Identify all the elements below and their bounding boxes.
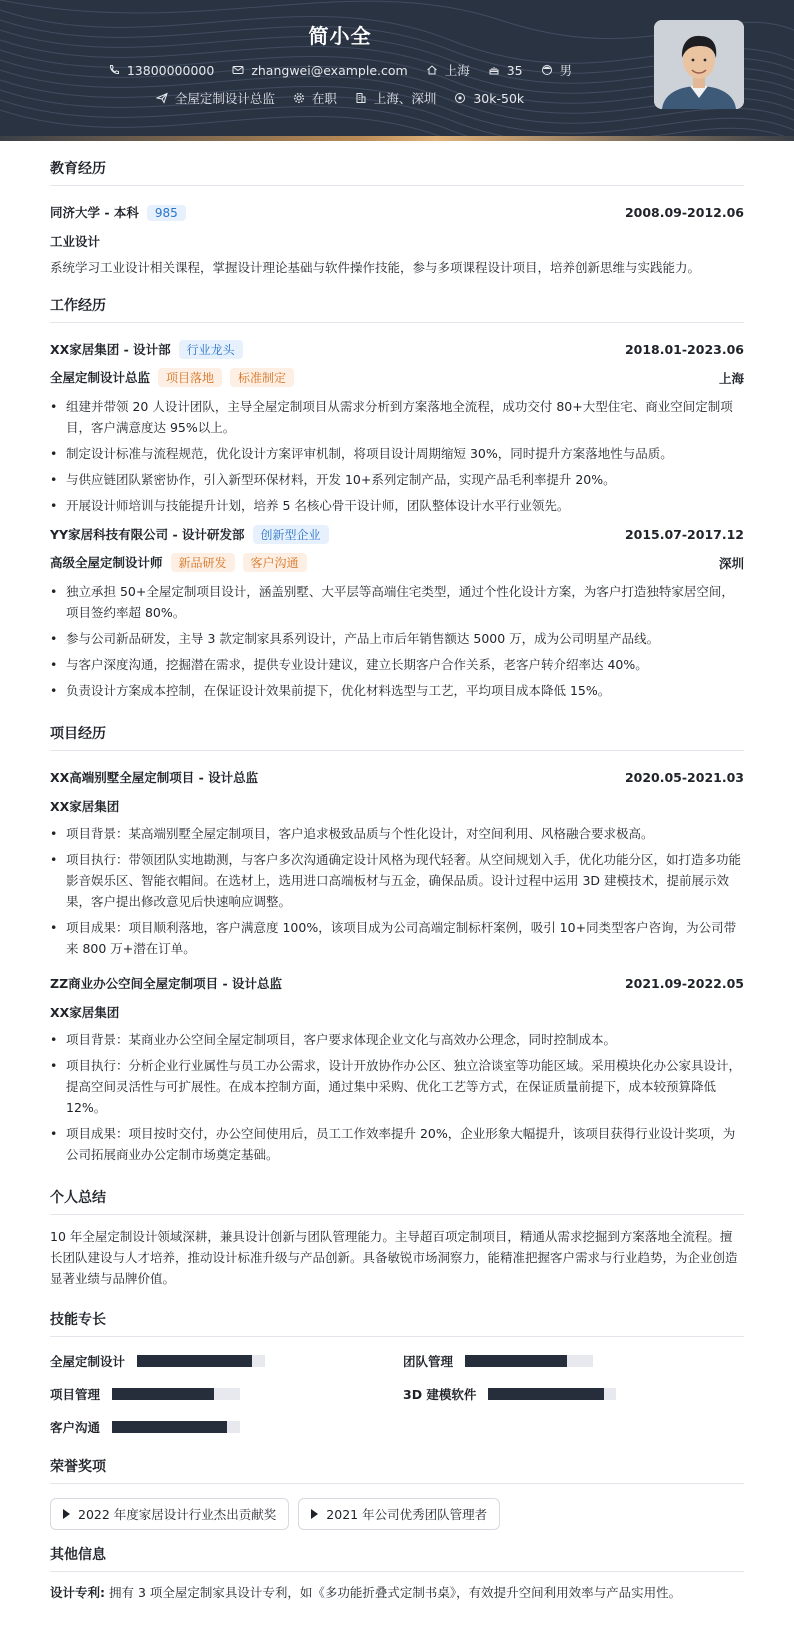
skill-label: 客户沟通 xyxy=(50,1420,101,1435)
work-company: XX家居集团 - 设计部 xyxy=(50,342,171,357)
education-school: 同济大学 - 本科 xyxy=(50,205,139,220)
other-section xyxy=(50,1544,744,1603)
project-period: 2021.09-2022.05 xyxy=(624,975,744,991)
age-text: 35 xyxy=(506,62,523,78)
skill-item xyxy=(50,1418,403,1436)
work-role-tag: 客户沟通 xyxy=(243,553,307,572)
education-section xyxy=(50,158,744,278)
phone-info xyxy=(108,61,214,79)
work-period: 2018.01-2023.06 xyxy=(624,342,744,357)
summary-text: 10 年全屋定制设计领域深耕，兼具设计创新与团队管理能力。主导超百项定制项目，精通从需求挖掘到方案落地全流程。擅长团队建设与人才培养，推动设计标准升级与产品创新。具备敏锐市场洞察力，能精准把握客户需求与行业趋势，为企业创造显著业绩与品牌价值。 xyxy=(50,1229,738,1286)
work-bullets xyxy=(50,396,744,516)
project-item xyxy=(50,768,744,959)
work-section xyxy=(50,295,744,701)
skill-bar-fill xyxy=(112,1388,214,1400)
job-intent-row xyxy=(0,89,680,107)
project-org: XX家居集团 xyxy=(50,799,120,814)
other-title: 其他信息 xyxy=(50,1544,744,1572)
skill-item xyxy=(403,1385,744,1403)
project-name: XX高端别墅全屋定制项目 - 设计总监 xyxy=(50,770,259,785)
project-section xyxy=(50,723,744,1165)
avatar-photo xyxy=(654,20,744,109)
skill-bar xyxy=(112,1421,240,1433)
target-city-info xyxy=(355,89,437,107)
awards-section xyxy=(50,1456,744,1530)
play-triangle-icon xyxy=(63,1509,70,1519)
project-period: 2020.05-2021.03 xyxy=(624,769,744,785)
skill-bar xyxy=(488,1388,616,1400)
work-city: 上海 xyxy=(718,370,744,386)
target-city-text: 上海、深圳 xyxy=(373,91,437,106)
city-info xyxy=(426,61,470,79)
skill-label: 全屋定制设计 xyxy=(50,1354,126,1369)
work-city: 深圳 xyxy=(718,555,744,571)
gear-icon xyxy=(293,92,305,104)
project-item xyxy=(50,974,744,1165)
work-role-tag: 项目落地 xyxy=(158,368,222,387)
awards-title: 荣誉奖项 xyxy=(50,1456,744,1484)
work-role-line xyxy=(50,368,294,387)
phone-text: 13800000000 xyxy=(126,62,215,78)
status-text: 在职 xyxy=(311,91,337,106)
work-bullet: • 负责设计方案成本控制，在保证设计效果前提下，优化材料选型与工艺，平均项目成本降低 15%。 xyxy=(50,680,744,701)
skill-item xyxy=(50,1352,403,1370)
project-org: XX家居集团 xyxy=(50,1005,120,1020)
work-company: YY家居科技有限公司 - 设计研发部 xyxy=(50,527,245,542)
project-bullets xyxy=(50,1029,744,1165)
project-header-row xyxy=(50,974,744,992)
resume-header xyxy=(0,0,794,141)
project-header-row xyxy=(50,768,744,786)
education-major: 工业设计 xyxy=(50,234,101,249)
other-label: 设计专利: xyxy=(50,1585,105,1600)
work-role-tag: 新品研发 xyxy=(171,553,235,572)
work-title: 工作经历 xyxy=(50,295,744,323)
skills-grid xyxy=(50,1352,744,1436)
work-role-row xyxy=(50,553,744,572)
mail-icon xyxy=(232,64,244,76)
email-info xyxy=(232,61,407,79)
work-bullet: • 制定设计标准与流程规范，优化设计方案评审机制，将项目设计周期缩短 30%，同时提升方案落地性与品质。 xyxy=(50,443,744,464)
work-role: 高级全屋定制设计师 xyxy=(50,555,163,570)
award-chip xyxy=(50,1498,289,1530)
project-name: ZZ商业办公空间全屋定制项目 - 设计总监 xyxy=(50,976,283,991)
work-company-row xyxy=(50,525,744,544)
city-text: 上海 xyxy=(444,63,470,78)
education-title: 教育经历 xyxy=(50,158,744,186)
resume-body xyxy=(50,141,744,1603)
work-bullet: • 开展设计师培训与技能提升计划，培养 5 名核心骨干设计师，团队整体设计水平行业领先。 xyxy=(50,495,744,516)
position-text: 全屋定制设计总监 xyxy=(174,91,275,106)
other-line xyxy=(50,1582,744,1603)
work-company-tag: 创新型企业 xyxy=(253,525,329,544)
play-triangle-icon xyxy=(311,1509,318,1519)
work-bullet: • 独立承担 50+全屋定制项目设计，涵盖别墅、大平层等高端住宅类型，通过个性化设计方案，为客户打造独特家居空间，项目签约率超 80%。 xyxy=(50,581,744,623)
work-bullet: • 参与公司新品研发，主导 3 款定制家具系列设计，产品上市后年销售额达 5000 万，成为公司明星产品线。 xyxy=(50,628,744,649)
award-text: 2021 年公司优秀团队管理者 xyxy=(326,1507,488,1522)
position-info xyxy=(156,89,275,107)
summary-title: 个人总结 xyxy=(50,1187,744,1215)
work-role-line xyxy=(50,553,307,572)
project-bullet: • 项目背景：某高端别墅全屋定制项目，客户追求极致品质与个性化设计，对空间利用、风格融合要求极高。 xyxy=(50,823,744,844)
gender-text: 男 xyxy=(559,63,573,78)
work-company-tag: 行业龙头 xyxy=(179,340,243,359)
skill-label: 项目管理 xyxy=(50,1387,101,1402)
phone-icon xyxy=(108,64,120,76)
education-school-line xyxy=(50,203,186,221)
work-bullets xyxy=(50,581,744,701)
work-item xyxy=(50,340,744,516)
salary-text: 30k-50k xyxy=(473,90,525,106)
gender-info xyxy=(541,61,573,79)
skill-label: 团队管理 xyxy=(403,1354,454,1369)
building-icon xyxy=(355,92,367,104)
cake-icon xyxy=(488,64,500,76)
skill-bar-fill xyxy=(137,1355,252,1367)
awards-list xyxy=(50,1498,744,1530)
work-bullet: • 与客户深度沟通，挖掘潜在需求，提供专业设计建议，建立长期客户合作关系，老客户转介绍率达 40%。 xyxy=(50,654,744,675)
education-period: 2008.09-2012.06 xyxy=(624,204,744,220)
work-role-row xyxy=(50,368,744,387)
skill-item xyxy=(403,1352,744,1370)
other-text: 拥有 3 项全屋定制家具设计专利，如《多功能折叠式定制书桌》，有效提升空间利用效率与产品实用性。 xyxy=(108,1585,682,1600)
award-chip xyxy=(298,1498,500,1530)
skill-item xyxy=(50,1385,403,1403)
skill-bar-fill xyxy=(112,1421,227,1433)
work-role: 全屋定制设计总监 xyxy=(50,370,151,385)
skills-section xyxy=(50,1309,744,1436)
home-icon xyxy=(426,64,438,76)
contact-row xyxy=(0,61,680,79)
project-bullet: • 项目成果：项目顺利落地，客户满意度 100%，该项目成为公司高端定制标杆案例，吸引 10+同类型客户咨询，为公司带来 800 万+潜在订单。 xyxy=(50,917,744,959)
summary-section xyxy=(50,1187,744,1289)
skill-bar-fill xyxy=(465,1355,567,1367)
work-role-tag: 标准制定 xyxy=(230,368,294,387)
status-info xyxy=(293,89,337,107)
age-info xyxy=(488,61,523,79)
award-text: 2022 年度家居设计行业杰出贡献奖 xyxy=(78,1507,277,1522)
salary-info xyxy=(454,89,524,107)
project-bullets xyxy=(50,823,744,959)
project-bullet: • 项目背景：某商业办公空间全屋定制项目，客户要求体现企业文化与高效办公理念，同时控制成本。 xyxy=(50,1029,744,1050)
education-header-row xyxy=(50,203,744,221)
education-desc: 系统学习工业设计相关课程，掌握设计理论基础与软件操作技能，参与多项课程设计项目，培养创新思维与实践能力。 xyxy=(50,260,701,275)
skills-title: 技能专长 xyxy=(50,1309,744,1337)
project-title: 项目经历 xyxy=(50,723,744,751)
work-company-line xyxy=(50,340,243,359)
project-bullet: • 项目执行：分析企业行业属性与员工办公需求，设计开放协作办公区、独立洽谈室等功能区域。采用模块化办公家具设计，提高空间灵活性与可扩展性。在成本控制方面，通过集中采购、优化工艺等方式，在保证质量前提下，成本较预算降低 12%。 xyxy=(50,1055,744,1118)
candidate-name: 简小全 xyxy=(308,24,372,48)
work-period: 2015.07-2017.12 xyxy=(624,527,744,542)
work-company-line xyxy=(50,525,329,544)
person-icon xyxy=(541,64,553,76)
avatar-illustration xyxy=(654,20,744,109)
email-text: zhangwei@example.com xyxy=(251,62,408,78)
work-bullet: • 组建并带领 20 人设计团队，主导全屋定制项目从需求分析到方案落地全流程，成功交付 80+大型住宅、商业空间定制项目，客户满意度达 95%以上。 xyxy=(50,396,744,438)
skill-label: 3D 建模软件 xyxy=(403,1387,477,1402)
skill-bar-fill xyxy=(488,1388,603,1400)
education-tag: 985 xyxy=(147,205,186,221)
project-bullet: • 项目执行：带领团队实地勘测，与客户多次沟通确定设计风格为现代轻奢。从空间规划入手，优化功能分区，如打造多功能影音娱乐区、智能衣帽间。在选材上，选用进口高端板材与五金，确保品质。设计过程中运用 3D 建模技术，提前展示效果，客户提出修改意见后快速响应调整。 xyxy=(50,849,744,912)
work-company-row xyxy=(50,340,744,359)
send-icon xyxy=(156,92,168,104)
skill-bar xyxy=(137,1355,265,1367)
skill-bar xyxy=(465,1355,593,1367)
work-bullet: • 与供应链团队紧密协作，引入新型环保材料，开发 10+系列定制产品，实现产品毛利率提升 20%。 xyxy=(50,469,744,490)
project-bullet: • 项目成果：项目按时交付，办公空间使用后，员工工作效率提升 20%，企业形象大幅提升，该项目获得行业设计奖项，为公司拓展商业办公定制市场奠定基础。 xyxy=(50,1123,744,1165)
work-item xyxy=(50,525,744,701)
coin-icon xyxy=(454,92,466,104)
skill-bar xyxy=(112,1388,240,1400)
